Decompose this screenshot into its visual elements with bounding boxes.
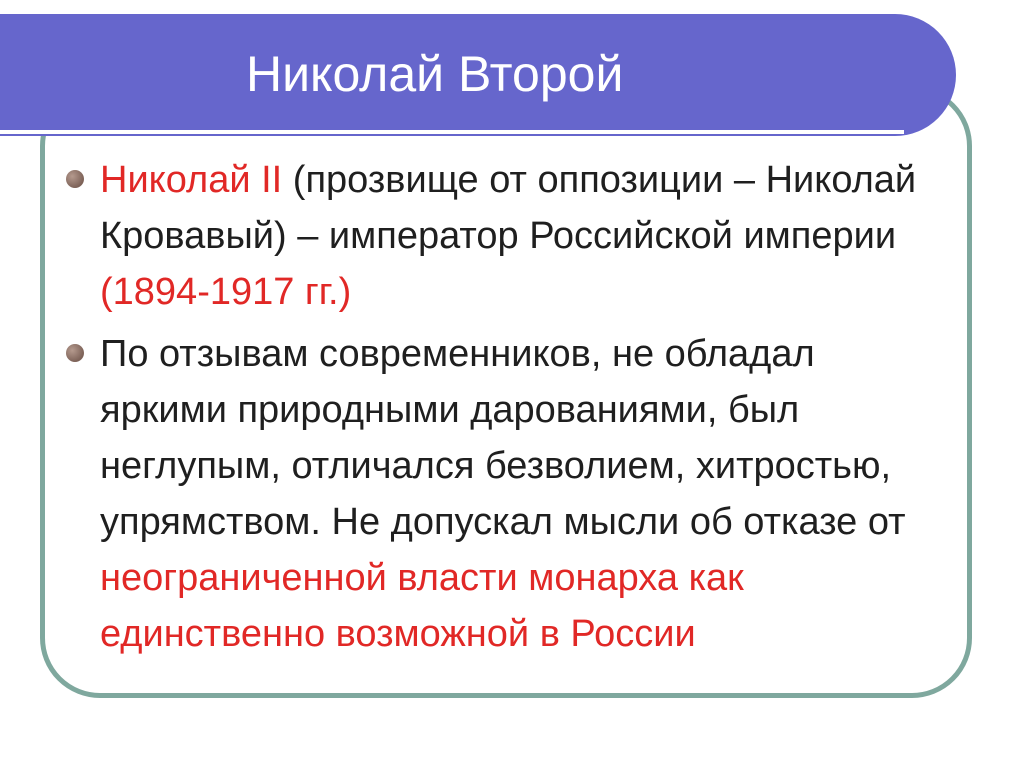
bullet-2-text: По отзывам современников, не обладал яркими природными дарованиями, был неглупым, отличался безволием, хитростью, упрямством. Не допускал мысли об отказе от [100, 333, 906, 543]
bullet-1-highlight-years: (1894-1917 гг.) [100, 271, 352, 313]
bullet-dot-icon [66, 170, 84, 188]
bullet-1-text: (прозвище от оппозиции – Николай Кровавый) – император Российской империи [100, 159, 917, 257]
bullet-list [62, 152, 942, 662]
title-underline [0, 130, 904, 134]
bullet-item-2 [62, 326, 942, 662]
slide-title: Николай Второй [246, 46, 624, 102]
bullet-2-highlight: неограниченной власти монарха как единственно возможной в России [100, 557, 744, 655]
bullet-item-1 [62, 152, 942, 320]
bullet-dot-icon [66, 344, 84, 362]
bullet-1-highlight-name: Николай II [100, 159, 283, 201]
